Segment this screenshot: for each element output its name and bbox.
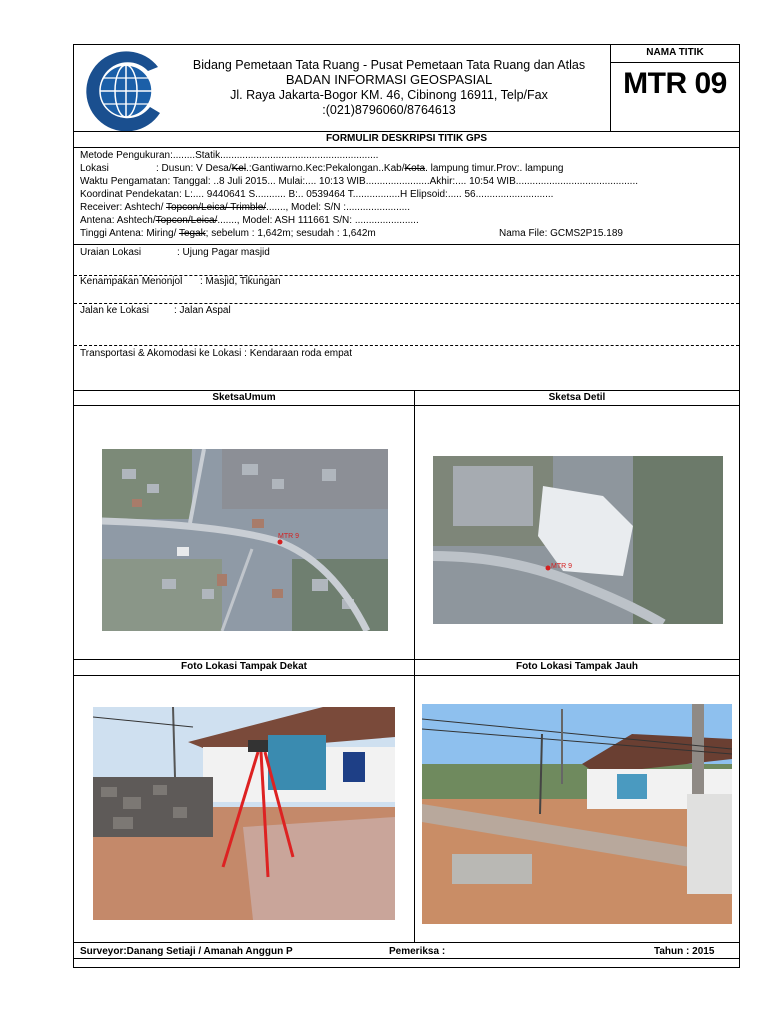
uraian-value: : Ujung Pagar masjid bbox=[177, 247, 270, 258]
tahun: Tahun : 2015 bbox=[654, 946, 715, 957]
nama-file: Nama File: GCMS2P15.189 bbox=[499, 228, 623, 239]
koordinat-pendekatan: Koordinat Pendekatan: L:.... 9440641 S........... B:.. 0539464 T.................H Elipsoid:..... 56............................ bbox=[80, 189, 554, 200]
lokasi-kel-strike: Kel bbox=[231, 163, 247, 174]
lokasi-dusun: : Dusun: V Desa/ bbox=[156, 163, 232, 174]
lokasi-kota-strike: Kota bbox=[404, 163, 426, 174]
jalan-label: Jalan ke Lokasi bbox=[80, 305, 149, 316]
waktu-pengamatan: Waktu Pengamatan: Tanggal: ..8 Juli 2015... Mulai:.... 10:13 WIB.......................Akhir:.... 10:54 WIB............................................ bbox=[80, 176, 639, 187]
uraian-label: Uraian Lokasi bbox=[80, 247, 142, 258]
sketsa-umum-title: SketsaUmum bbox=[212, 392, 276, 403]
lokasi-label: Lokasi bbox=[80, 163, 109, 174]
antena-model: ......., Model: ASH 111661 S/N: ....................... bbox=[217, 215, 419, 226]
receiver-model: ......., Model: S/N :....................... bbox=[266, 202, 410, 213]
kenampakan-menonjol bbox=[80, 276, 281, 288]
receiver-strike: Topcon/Leica/ Trimble/ bbox=[165, 202, 267, 213]
kenampakan-label: Kenampakan Menonjol bbox=[80, 276, 183, 287]
jalan-value: : Jalan Aspal bbox=[174, 305, 231, 316]
foto-dekat-image bbox=[93, 707, 395, 920]
tinggi-values: ; sebelum : 1,642m; sesudah : 1,642m bbox=[205, 228, 376, 239]
agency-line-2: BADAN INFORMASI GEOSPASIAL bbox=[285, 72, 493, 87]
receiver-row bbox=[80, 202, 410, 214]
sketsa-detil-title: Sketsa Detil bbox=[548, 392, 606, 403]
transportasi: Transportasi & Akomodasi ke Lokasi : Kendaraan roda empat bbox=[80, 348, 353, 359]
antena-label: Antena: Ashtech/ bbox=[80, 215, 156, 226]
sketsa-detil-marker: MTR 9 bbox=[551, 563, 572, 570]
surveyor: Surveyor:Danang Setiaji / Amanah Anggun P bbox=[80, 946, 293, 957]
foto-jauh-image bbox=[422, 704, 732, 924]
metode-pengukuran: Metode Pengukuran:........Statik......................................................... bbox=[80, 150, 379, 161]
big-logo bbox=[80, 47, 172, 133]
tinggi-antena-row bbox=[80, 228, 376, 240]
nama-titik-value: MTR 09 bbox=[623, 67, 727, 100]
sketsa-detil-image bbox=[433, 456, 723, 624]
antena-strike: Topcon/Leica/ bbox=[155, 215, 218, 226]
tinggi-label: Tinggi Antena: Miring/ bbox=[80, 228, 179, 239]
lokasi-kec: .:Gantiwarno.Kec:Pekalongan..Kab/ bbox=[246, 163, 405, 174]
foto-dekat-title: Foto Lokasi Tampak Dekat bbox=[181, 661, 307, 672]
agency-phone: :(021)8796060/8764613 bbox=[322, 103, 456, 117]
form-title: FORMULIR DESKRIPSI TITIK GPS bbox=[325, 133, 488, 144]
agency-address: Jl. Raya Jakarta-Bogor KM. 46, Cibinong 16911, Telp/Fax bbox=[230, 88, 548, 102]
uraian-lokasi bbox=[80, 247, 270, 259]
gps-description-form bbox=[73, 44, 740, 968]
lokasi-prov: . lampung timur.Prov:. lampung bbox=[425, 163, 564, 174]
foto-jauh-title: Foto Lokasi Tampak Jauh bbox=[515, 661, 639, 672]
jalan-ke-lokasi bbox=[80, 305, 231, 317]
nama-titik-label: NAMA TITIK bbox=[646, 47, 704, 58]
antena-row bbox=[80, 215, 419, 227]
kenampakan-value: : Masjid, Tikungan bbox=[200, 276, 281, 287]
pemeriksa: Pemeriksa : bbox=[389, 946, 446, 957]
lokasi-row bbox=[80, 163, 563, 175]
tinggi-strike: Tegak bbox=[178, 228, 206, 239]
agency-line-1: Bidang Pemetaan Tata Ruang - Pusat Pemetaan Tata Ruang dan Atlas bbox=[192, 58, 586, 72]
sketsa-umum-image bbox=[102, 449, 388, 631]
sketsa-umum-marker: MTR 9 bbox=[278, 533, 299, 540]
receiver-label: Receiver: Ashtech/ bbox=[80, 202, 166, 213]
